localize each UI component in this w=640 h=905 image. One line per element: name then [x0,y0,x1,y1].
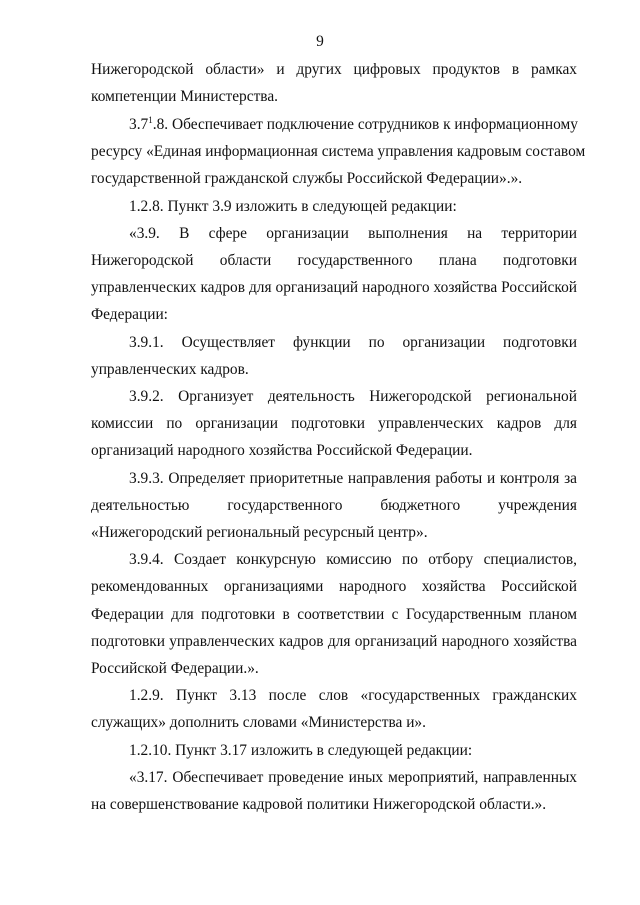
text-line: 1.2.9. Пункт 3.13 после слов «государственных гражданских [129,687,577,704]
text-line: подготовки управленческих кадров для организаций народного хозяйства [91,633,577,650]
text-line: компетенции Министерства. [91,88,279,105]
text-line: деятельностью государственного бюджетного учреждения [91,497,577,514]
text-line: управленческих кадров для организаций народного хозяйства Российской [91,279,577,296]
text-line: организаций народного хозяйства Российской Федерации. [91,442,473,459]
text-line: Федерации для подготовки в соответствии с Государственным планом [91,606,577,623]
text-line: государственной гражданской службы Российской Федерации».». [91,170,523,187]
text-line: на совершенствование кадровой политики Нижегородской области.». [91,796,547,813]
text-line: рекомендованных организациями народного хозяйства Российской [91,578,577,595]
text-line: 1.2.8. Пункт 3.9 изложить в следующей редакции: [129,198,457,215]
text-line: Нижегородской области государственного плана подготовки [91,252,577,269]
text-line: Федерации: [91,306,168,323]
text-line: .8. Обеспечивает подключение сотрудников к информационному [152,116,578,133]
text-line: служащих» дополнить словами «Министерства и». [91,714,426,731]
text-line: 3.9.2. Организует деятельность Нижегородской региональной [129,388,577,405]
text-line: Нижегородской области» и других цифровых продуктов в рамках [91,61,577,78]
text-line: управленческих кадров. [91,361,249,378]
text-line: комиссии по организации подготовки управленческих кадров для [91,415,577,432]
text-line: 3.9.3. Определяет приоритетные направления работы и контроля за [129,470,577,487]
text-line: 3.9.4. Создает конкурсную комиссию по отбору специалистов, [129,551,577,568]
paragraph-3-7-1-line [129,116,577,134]
superscript: 1 [148,115,153,125]
text-line: 1.2.10. Пункт 3.17 изложить в следующей редакции: [129,742,473,759]
page-number: 9 [316,33,324,50]
text-line: ресурсу «Единая информационная система управления кадровым составом [91,143,586,160]
text-line: Российской Федерации.». [91,660,259,677]
text-line: 3.9.1. Осуществляет функции по организации подготовки [129,334,577,351]
text-line: «Нижегородский региональный ресурсный центр». [91,524,428,541]
text-line: «3.17. Обеспечивает проведение иных мероприятий, направленных [129,769,577,786]
text-line: «3.9. В сфере организации выполнения на территории [129,225,577,242]
item-number: 3.7 [129,116,149,133]
